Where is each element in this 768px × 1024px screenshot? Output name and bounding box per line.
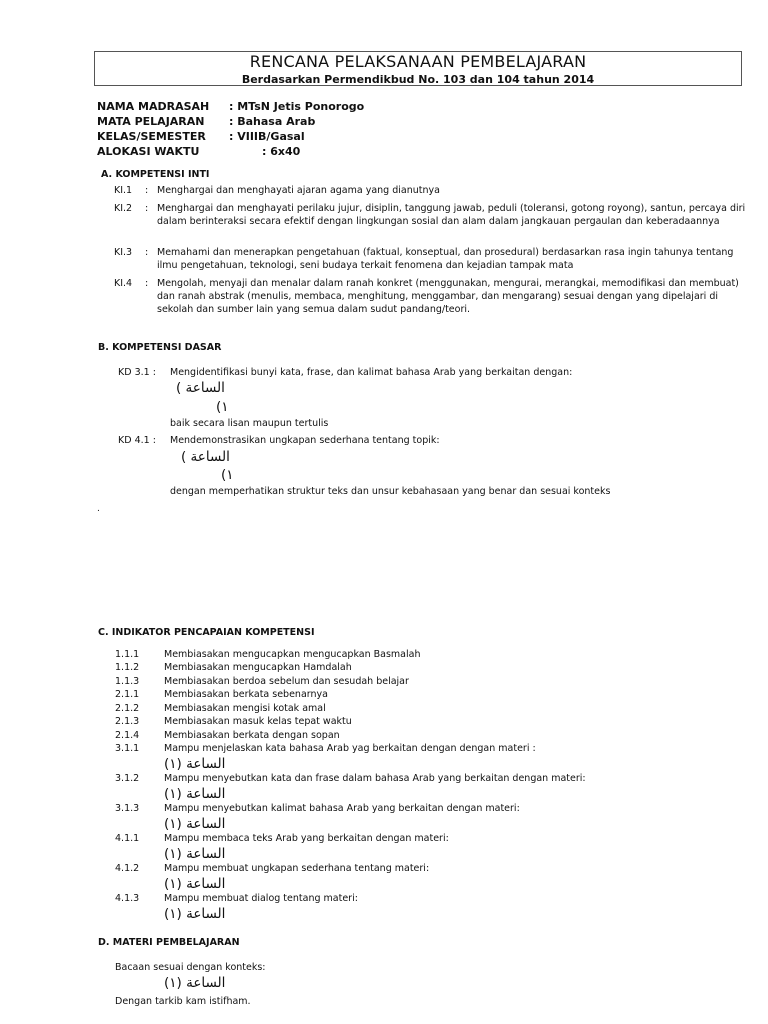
indicator-text: Membiasakan mengucapkan Hamdalah [164,662,352,673]
kd-text: Mendemonstrasikan ungkapan sederhana tentang topik: [170,435,440,446]
ki-text: Menghargai dan menghayati perilaku jujur, disiplin, tanggung jawab, peduli (toleransi, gotong royong), santun, percaya diri dalam berinteraksi secara efektif dengan lingkungan sosial dan alam dalam jangkauan pergaulan dan keberadaannya [157,203,746,227]
indicator-number: 2.1.1 [115,689,140,700]
stray-dot: . [97,504,100,514]
ki-colon: : [145,203,149,214]
ki-code: KI.4 [114,278,133,289]
section-a-title: A. KOMPETENSI INTI [101,169,210,180]
section-b-title: B. KOMPETENSI DASAR [98,342,222,353]
material-text: Dengan tarkib kam istifham. [115,996,251,1007]
indicator-number: 3.1.2 [115,773,140,784]
indicator-text: Membiasakan berkata sebenarnya [164,689,328,700]
indicator-text: Membiasakan berkata dengan sopan [164,730,340,741]
indicator-text: Membiasakan mengucapkan mengucapkan Basmalah [164,649,421,660]
indicator-arabic: الساعة (١) [164,756,226,772]
material-arabic: الساعة (١) [164,975,226,991]
indicator-text: Mampu menyebutkan kata dan frase dalam bahasa Arab yang berkaitan dengan materi: [164,773,586,784]
kd-text: Mengidentifikasi bunyi kata, frase, dan kalimat bahasa Arab yang berkaitan dengan: [170,367,573,378]
kd-arabic-topic: الساعة ) [176,380,225,396]
indicator-number: 4.1.3 [115,893,140,904]
indicator-arabic: الساعة (١) [164,846,226,862]
indicator-number: 4.1.1 [115,833,140,844]
indicator-text: Mampu menjelaskan kata bahasa Arab yag berkaitan dengan dengan materi : [164,743,536,754]
document-subtitle: Berdasarkan Permendikbud No. 103 dan 104 tahun 2014 [241,73,595,86]
indicator-text: Membiasakan masuk kelas tepat waktu [164,716,352,727]
identity-value-madrasah: : MTsN Jetis Ponorogo [229,100,365,113]
identity-value-class: : VIIIB/Gasal [229,130,305,143]
identity-label-madrasah: NAMA MADRASAH [97,100,210,113]
indicator-number: 1.1.3 [115,676,140,687]
indicator-arabic: الساعة (١) [164,876,226,892]
indicator-number: 2.1.2 [115,703,140,714]
material-text: Bacaan sesuai dengan konteks: [115,962,266,973]
indicator-number: 3.1.3 [115,803,140,814]
identity-value-time: : 6x40 [262,145,301,158]
indicator-text: Mampu membuat dialog tentang materi: [164,893,358,904]
identity-value-subject: : Bahasa Arab [229,115,316,128]
kd-after-text: dengan memperhatikan struktur teks dan unsur kebahasaan yang benar dan sesuai konteks [170,486,611,497]
indicator-number: 3.1.1 [115,743,140,754]
ki-colon: : [145,247,149,258]
identity-label-class: KELAS/SEMESTER [97,130,206,143]
ki-code: KI.3 [114,247,133,258]
ki-text: Menghargai dan menghayati ajaran agama yang dianutnya [157,185,440,196]
indicator-text: Mampu membuat ungkapan sederhana tentang materi: [164,863,430,874]
ki-colon: : [145,185,149,196]
identity-label-subject: MATA PELAJARAN [97,115,205,128]
indicator-arabic: الساعة (١) [164,786,226,802]
kd-arabic-number: (١ [216,399,229,415]
indicator-number: 1.1.2 [115,662,140,673]
section-d-title: D. MATERI PEMBELAJARAN [98,937,240,948]
indicator-arabic: الساعة (١) [164,816,226,832]
document-title-box [94,51,742,86]
identity-label-time: ALOKASI WAKTU [97,145,200,158]
section-c-title: C. INDIKATOR PENCAPAIAN KOMPETENSI [98,627,315,638]
indicator-text: Mampu menyebutkan kalimat bahasa Arab yang berkaitan dengan materi: [164,803,520,814]
indicator-number: 2.1.4 [115,730,140,741]
kd-arabic-topic: الساعة ) [181,449,230,465]
kd-code: KD 3.1 : [118,367,156,378]
kd-arabic-number: (١ [221,467,234,483]
ki-colon: : [145,278,149,289]
ki-text: Memahami dan menerapkan pengetahuan (faktual, konseptual, dan prosedural) berdasarkan rasa ingin tahunya tentang ilmu pengetahuan, teknologi, seni budaya terkait fenomena dan kejadian tampak mata [157,247,734,271]
ki-code: KI.2 [114,203,133,214]
document-title: RENCANA PELAKSANAAN PEMBELAJARAN [249,52,587,71]
indicator-number: 2.1.3 [115,716,140,727]
indicator-text: Membiasakan berdoa sebelum dan sesudah belajar [164,676,409,687]
indicator-number: 1.1.1 [115,649,140,660]
indicator-number: 4.1.2 [115,863,140,874]
ki-code: KI.1 [114,185,133,196]
ki-text: Mengolah, menyaji dan menalar dalam ranah konkret (menggunakan, mengurai, merangkai, memodifikasi dan membuat) dan ranah abstrak (menulis, membaca, menghitung, menggambar, dan mengarang) sesuai dengan yang dipelajari di sekolah dan sumber lain yang semua dalam sudut pandang/teori. [157,278,739,315]
indicator-text: Mampu membaca teks Arab yang berkaitan dengan materi: [164,833,449,844]
kd-after-text: baik secara lisan maupun tertulis [170,418,329,429]
indicator-arabic: الساعة (١) [164,906,226,922]
kd-code: KD 4.1 : [118,435,156,446]
indicator-text: Membiasakan mengisi kotak amal [164,703,326,714]
